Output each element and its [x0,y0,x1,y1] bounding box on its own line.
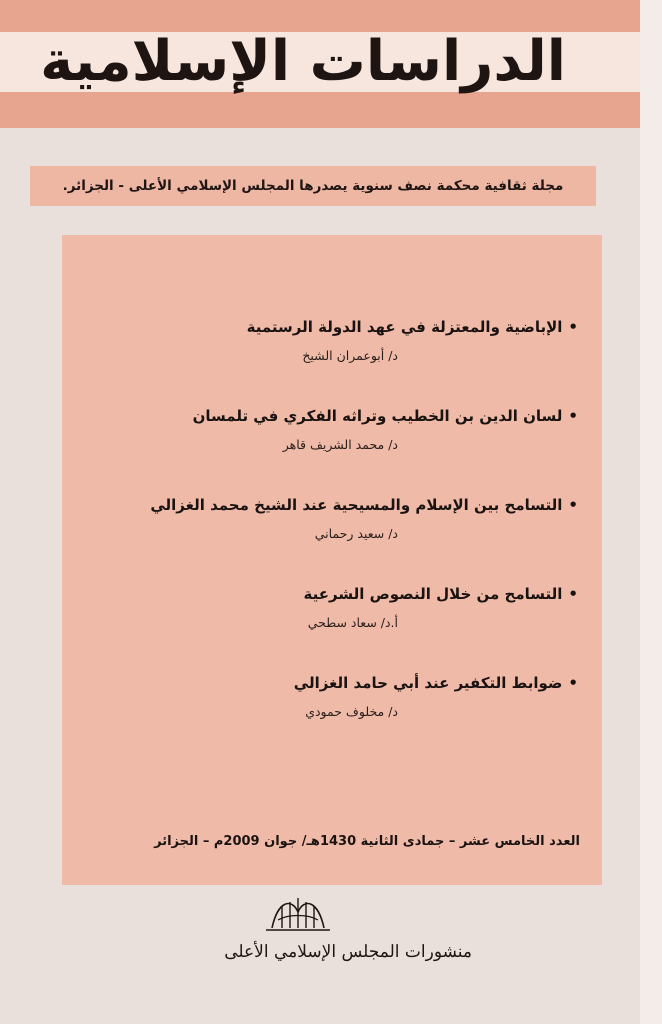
article-item [118,405,578,494]
article-list [118,316,578,761]
article-title [118,316,578,338]
article-item [118,672,578,761]
article-title-text: ضوابط التكفير عند أبي حامد الغزالي [293,674,563,692]
article-title-text: لسان الدين بن الخطيب وتراثه الفكري في تلمسان [192,407,563,425]
bullet-icon: • [568,496,578,514]
article-title [118,494,578,516]
article-title-text: التسامح بين الإسلام والمسيحية عند الشيخ محمد الغزالي [150,496,563,514]
article-item [118,583,578,672]
article-title [118,672,578,694]
article-author: د/ سعيد رحماني [314,526,398,541]
bullet-icon: • [568,318,578,336]
article-author: د/ أبوعمران الشيخ [302,348,398,363]
article-title-text: التسامح من خلال النصوص الشرعية [303,585,563,603]
bullet-icon: • [568,674,578,692]
bullet-icon: • [568,585,578,603]
article-item [118,316,578,405]
article-title-text: الإباضية والمعتزلة في عهد الدولة الرستمية [246,318,563,336]
title-band [0,0,640,128]
journal-title: الدراسات الإسلامية [40,29,566,94]
article-author: أ.د/ سعاد سطحي [307,615,398,630]
council-emblem-icon [258,890,338,936]
journal-subtitle: مجلة ثقافية محكمة نصف سنوية يصدرها المجلس الإسلامي الأعلى - الجزائر. [62,178,564,194]
article-title [118,583,578,605]
subtitle-band [30,166,596,206]
issue-info: العدد الخامس عشر – جمادى الثانية 1430هـ/ جوان 2009م – الجزائر [154,834,580,849]
publisher-name: منشورات المجلس الإسلامي الأعلى [224,942,472,962]
bullet-icon: • [568,407,578,425]
page-edge [640,0,662,1024]
article-title [118,405,578,427]
article-author: د/ مخلوف حمودي [305,704,398,719]
article-item [118,494,578,583]
article-author: د/ محمد الشريف قاهر [282,437,398,452]
